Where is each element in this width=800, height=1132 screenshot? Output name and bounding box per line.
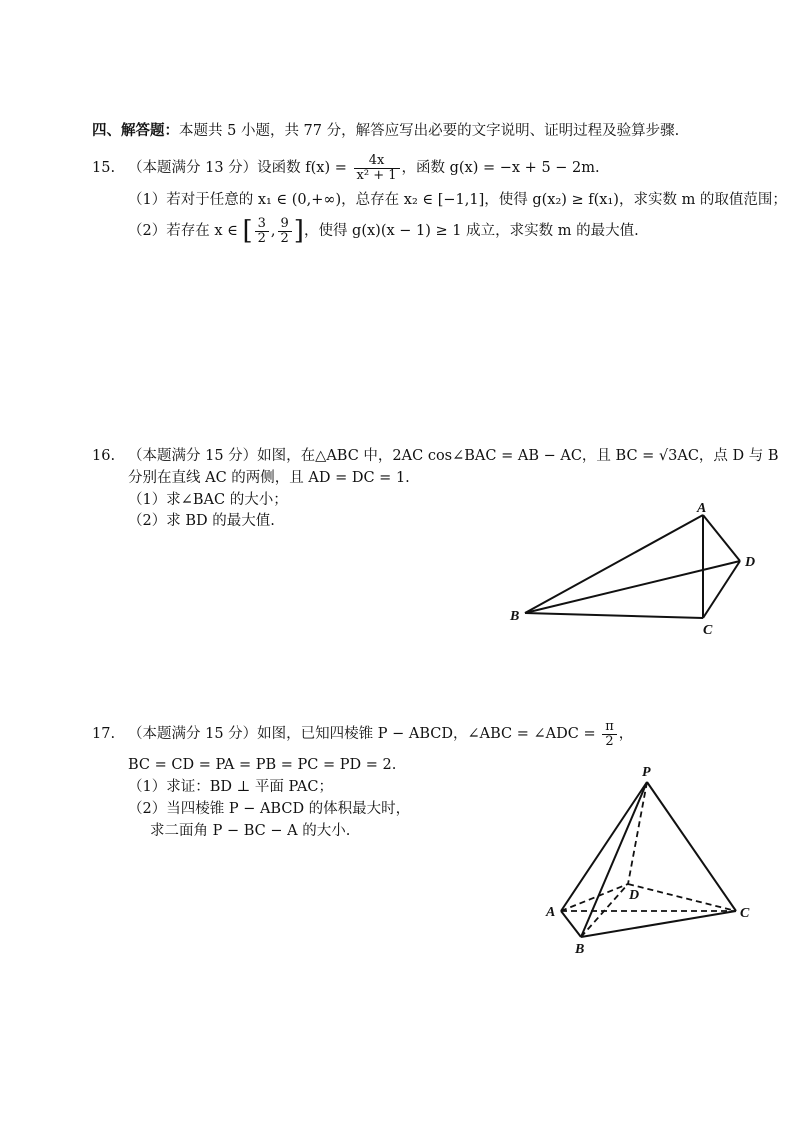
q16-part1: （1）求∠BAC 的大小； <box>128 492 288 508</box>
q16-label-C: C <box>703 623 713 638</box>
q15-frac1-den: 2 <box>257 230 266 246</box>
q15-part2-a: （2）若存在 x ∈ <box>128 223 238 239</box>
q17-part2b: 求二面角 P − BC − A 的大小. <box>150 823 351 839</box>
q15-head-tail: ，函数 g(x) = −x + 5 − 2m. <box>401 160 600 176</box>
q16-line2: 分别在直线 AC 的两侧，且 AD = DC = 1. <box>128 470 410 486</box>
q15-frac2-den: 2 <box>280 230 289 246</box>
q17-label-B: B <box>575 942 585 957</box>
section-desc: 本题共 5 小题，共 77 分，解答应写出必要的文字说明、证明过程及验算步骤. <box>179 123 680 139</box>
q17-edge-BC <box>581 911 736 937</box>
q15-f-denominator: x² + 1 <box>356 167 397 183</box>
q15-f-numerator: 4x <box>354 154 400 169</box>
q15-bracket-right: ] <box>293 216 304 246</box>
q15-part2-b: ，使得 g(x)(x − 1) ≥ 1 成立，求实数 m 的最大值. <box>303 223 639 239</box>
q15-part1: （1）若对于任意的 x₁ ∈ (0,+∞)，总存在 x₂ ∈ [−1,1]，使得 g(x₂) ≥ f(x₁)，求实数 m 的取值范围； <box>128 192 787 208</box>
q16-label-B: B <box>510 609 520 624</box>
q15-head: （本题满分 13 分）设函数 f(x) = <box>128 160 347 176</box>
q17-label-A: A <box>546 905 556 920</box>
q17-label-D: D <box>629 888 640 903</box>
q17-line1-tail: ， <box>618 726 634 742</box>
q17-edge-PB <box>581 782 647 937</box>
q16-line1: （本题满分 15 分）如图，在△ABC 中，2AC cos∠BAC = AB − AC，且 BC = √3AC，点 D 与 B <box>128 448 779 464</box>
q17-part1: （1）求证：BD ⊥ 平面 PAC； <box>128 779 333 795</box>
section-title: 四、解答题： <box>92 122 179 139</box>
q16-label-A: A <box>697 501 707 516</box>
q15-frac2-num: 9 <box>278 217 292 232</box>
q17-frac-den: 2 <box>605 733 614 749</box>
q15-frac1-num: 3 <box>255 217 269 232</box>
q16-number: 16. <box>92 448 116 464</box>
q17-line1-text: （本题满分 15 分）如图，已知四棱锥 P − ABCD，∠ABC = ∠ADC = <box>128 726 596 742</box>
q17-part2a: （2）当四棱锥 P − ABCD 的体积最大时， <box>128 801 411 817</box>
q15-part2: （2）若存在 x ∈ [ $\frac{3}{2}$ , $\frac{9}{2}$ ]，使得 g(x)(x − 1) ≥ 1 成立，求实数 m 的最大值. <box>128 215 639 246</box>
q16-part2: （2）求 BD 的最大值. <box>128 513 275 529</box>
q17-line2: BC = CD = PA = PB = PC = PD = 2. <box>128 757 397 773</box>
q17-number: 17. <box>92 726 116 742</box>
q16-label-D: D <box>745 555 756 570</box>
q15-bracket-left: [ <box>242 216 253 246</box>
q15-number: 15. <box>92 160 116 176</box>
q17-edge-AB <box>561 911 581 937</box>
q17-label-P: P <box>642 765 651 780</box>
q17-label-C: C <box>740 906 750 921</box>
q17-edge-BD <box>581 884 628 937</box>
q17-frac-num: π <box>602 720 617 735</box>
